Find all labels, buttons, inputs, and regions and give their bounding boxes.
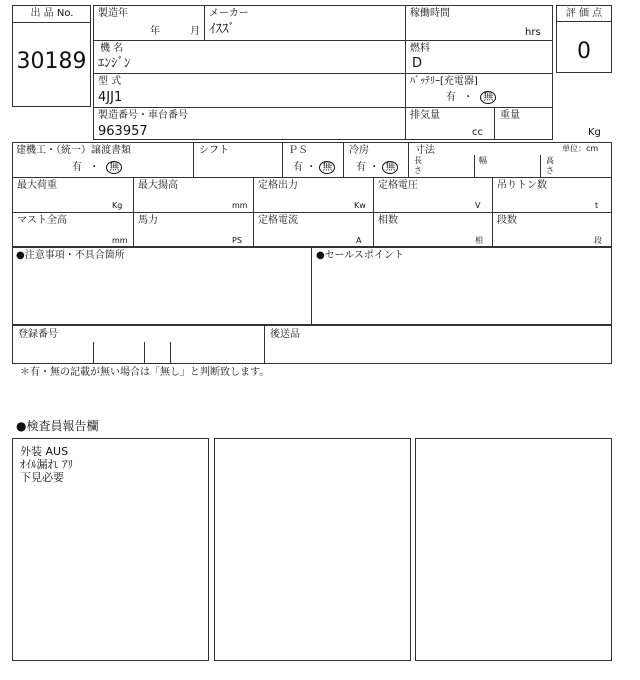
divider [282,142,283,177]
divider [93,107,553,108]
phases-unit: 相 [475,236,483,245]
displacement-label: 排気量 [410,110,440,121]
divider [12,212,612,213]
shipping-label: 後送品 [270,329,300,340]
aircon-dot: ・ [369,162,380,173]
lot-number-label: 出 品 No. [30,8,74,19]
divider [170,342,171,364]
divider [12,177,612,178]
divider [204,5,205,40]
transfer-options [72,161,122,174]
aircon-no-circled: 無 [382,161,398,174]
type-label: 型 式 [98,76,122,87]
weight-unit: Kg [588,127,601,138]
inspector-box-2 [214,438,411,661]
battery-no-circled: 無 [480,91,496,104]
maker-label: メーカー [209,8,249,19]
lot-number-value: 30189 [16,49,87,74]
divider [540,155,541,177]
serial-label: 製造番号・車台番号 [98,110,188,121]
month-unit: 月 [190,26,200,37]
type-value: 4JJ1 [98,90,123,105]
model-name-label: 機 名 [100,43,124,54]
weight-label: 重量 [500,110,520,121]
divider [492,177,493,247]
notes-label: ●注意事項・不具合箇所 [16,250,125,261]
phases-label: 相数 [378,215,398,226]
inspector-title: ●検査員報告欄 [16,419,99,433]
sales-label: ●セールスポイント [316,250,404,261]
battery-dot: ・ [463,92,474,103]
dimensions-unit-note: 単位：cm [562,144,599,153]
hoist-tons-label: 吊りトン数 [497,180,547,191]
divider [405,5,406,140]
fuel-label: 燃料 [410,43,430,54]
inspector-memo: 外装 AUS ｵｲﾙ漏れ ｱﾘ 下見必要 [20,445,73,484]
ps-options [293,161,335,174]
transfer-no-circled: 無 [106,161,122,174]
divider [556,21,612,22]
transfer-label: 建機工・（統一）譲渡書類 [16,145,131,156]
dimensions-height: 高 さ [546,156,554,175]
model-name-value: ｴﾝｼﾞﾝ [98,56,131,71]
max-load-unit: Kg [112,201,123,210]
divider [253,177,254,247]
rated-output-label: 定格出力 [258,180,298,191]
mast-height-label: マスト全高 [17,215,67,226]
divider [93,40,553,41]
divider [343,142,344,177]
year-unit: 年 [150,26,160,37]
middle-grid [12,142,612,247]
rated-output-unit: Kw [354,201,366,210]
registration-label: 登録番号 [18,329,58,340]
rated-voltage-label: 定格電圧 [378,180,418,191]
transfer-dot: ・ [89,162,100,173]
divider [144,342,145,364]
divider [408,142,409,177]
max-lift-label: 最大揚高 [138,180,178,191]
shift-label: シフト [199,145,229,156]
maker-value: ｲｽｽﾞ [209,22,235,37]
aircon-yes: 有 [356,162,366,173]
hours-label: 稼働時間 [410,8,450,19]
battery-yes: 有 [446,92,456,103]
stages-label: 段数 [497,215,517,226]
ps-label: ＰＳ [288,145,308,156]
max-load-label: 最大荷重 [17,180,57,191]
divider [494,107,495,140]
horsepower-label: 馬力 [138,215,158,226]
footnote: ＊有・無の記載が無い場合は「無し」と判断致します。 [20,367,270,378]
divider [12,22,91,23]
fuel-value: D [412,56,423,71]
hours-unit: hrs [525,27,541,38]
transfer-yes: 有 [72,162,82,173]
dimensions-label: 寸法 [415,145,435,156]
rated-current-unit: A [356,236,362,245]
divider [193,142,194,177]
rated-current-label: 定格電流 [258,215,298,226]
ps-no-circled: 無 [319,161,335,174]
stages-unit: 段 [594,236,602,245]
rated-voltage-unit: V [475,201,481,210]
battery-options [446,91,496,104]
ps-dot: ・ [306,162,317,173]
displacement-unit: cc [472,127,483,138]
aircon-label: 冷房 [349,145,369,156]
divider [93,73,553,74]
grade-value: 0 [577,39,591,64]
divider [373,177,374,247]
ps-yes: 有 [293,162,303,173]
year-label: 製造年 [98,8,128,19]
grade-label: 評 価 点 [565,8,603,19]
max-lift-unit: mm [232,201,248,210]
dimensions-width: 幅 [479,156,487,165]
divider [93,342,94,364]
horsepower-unit: PS [232,236,242,245]
mast-height-unit: mm [112,236,128,245]
aircon-options [356,161,398,174]
battery-label: ﾊﾞｯﾃﾘｰ[充電器] [410,76,478,87]
serial-value: 963957 [98,124,148,139]
inspector-box-3 [415,438,612,661]
hoist-tons-unit: t [595,201,599,210]
divider [264,325,265,364]
divider [133,177,134,247]
dimensions-length: 長 さ [414,156,422,175]
divider [474,155,475,177]
registration-box [12,325,612,364]
